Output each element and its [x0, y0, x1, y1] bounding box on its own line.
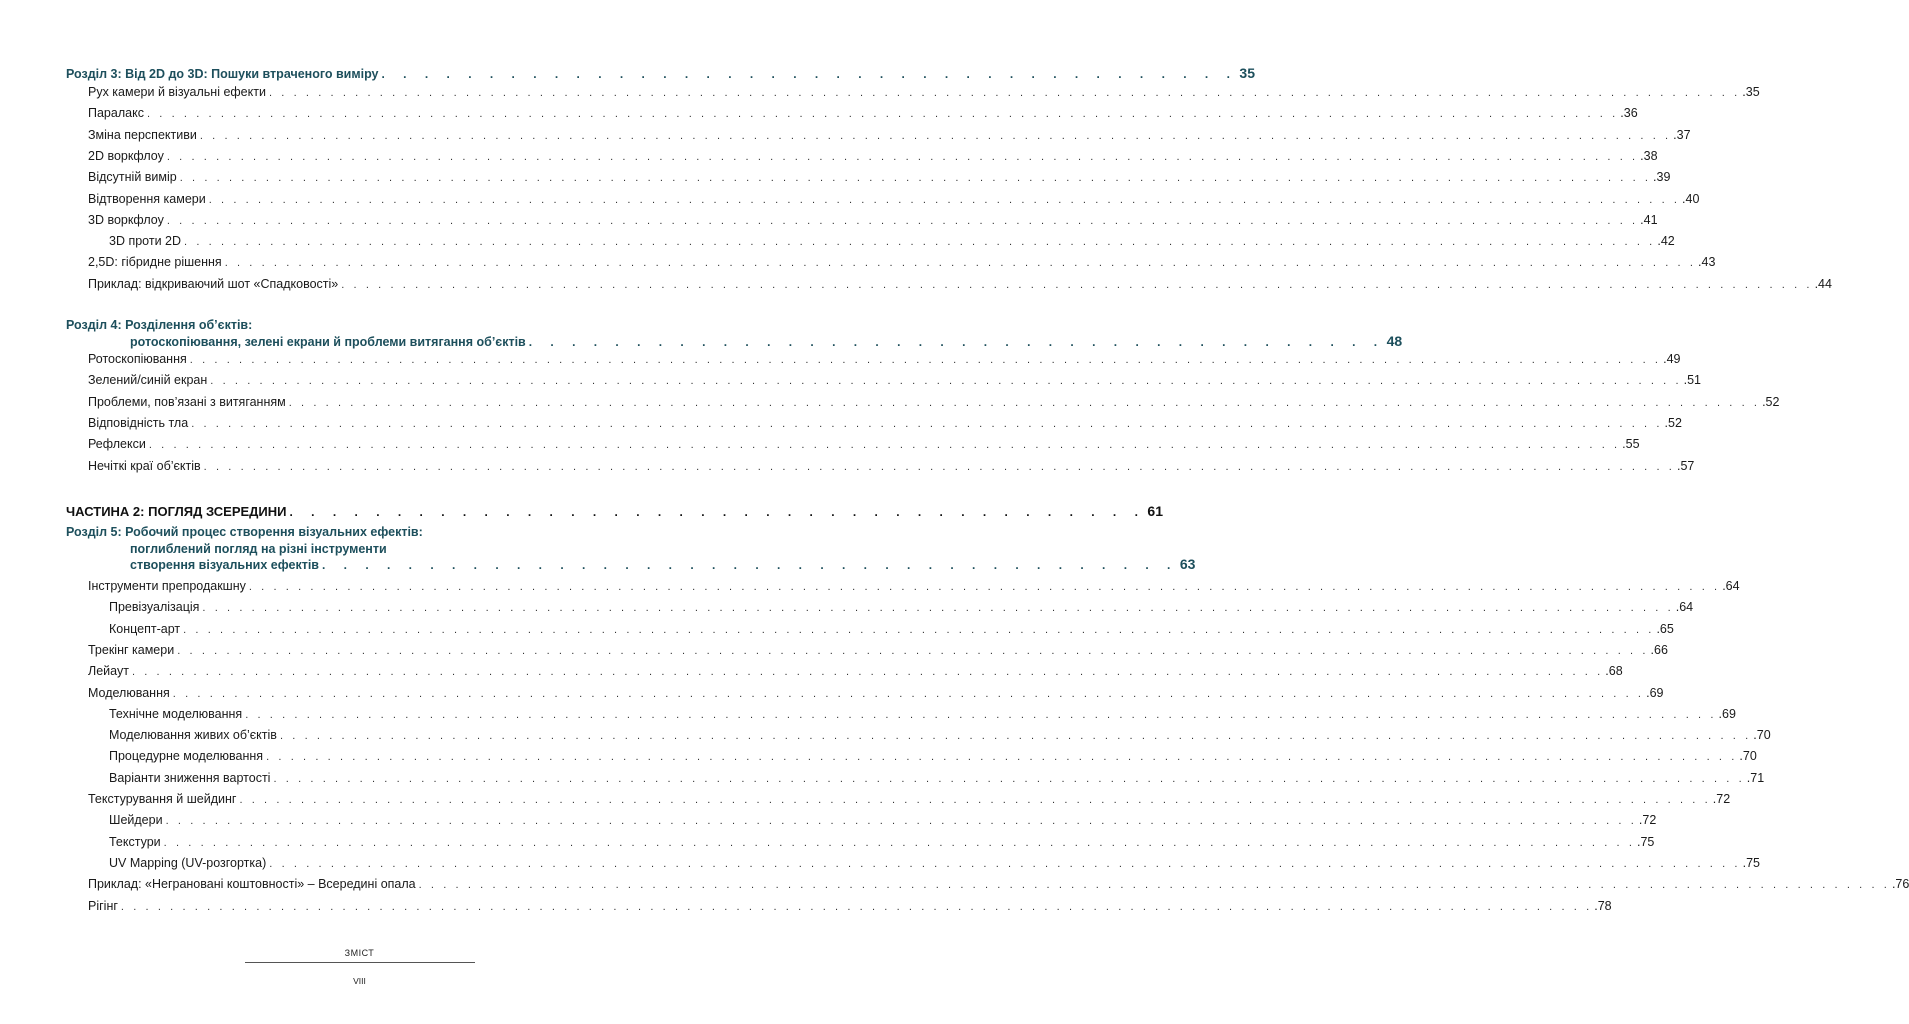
dot-leader: . . . . . . . . . . . . . . . . . . . . . . . . . . . . . . . . . . . . . . . . . . . . . . . . . . . . . . . . . . . . . . . . . . . . . . . . . . . . . . . . . . . . . . . . . . . . . . . . . . . . . . . . . . . . . . . . . . . . . . . .: [245, 708, 1717, 721]
page-number: 61: [1147, 503, 1163, 519]
page-number: .35: [1742, 85, 1760, 99]
page-number: .69: [1718, 706, 1736, 721]
dot-leader: . . . . . . . . . . . . . . . . . . . . . . . . . . . . . . . . . . . . . . . . . . . . . . . . . . . . . . . . . . . . . . . . . . . . . . . . . . . . . . . . . . . . . . . . . . . . . . . . . . . . . . . . . . . . . . . . . . . . . . . .: [224, 257, 1697, 270]
dot-leader: . . . . . . . . . . . . . . . . . . . . . . . . . . . . . . . . . . . . . . . . . . . . . . . . . . . . . . . . . . . . . . . . . . . . . . . . . . . . . . . . . . . . . . . . . . . . . . . . . . . . . . . . . . . . . . . . . . . . . . . .: [341, 278, 1813, 291]
entry-title: Трекінг камери: [88, 642, 175, 657]
toc-entry[interactable]: [0, 230, 1675, 252]
toc-entry[interactable]: [0, 831, 1655, 853]
dot-leader: . . . . . . . . . . . . . . . . . . . . . . . . . . . . . . . . . . . . . . . . . . . . . . . . . . . . . . . . . . . . . . . . . . . . . . . . . . . . . . . . . . . . . . . . . . . . . . . . . . . . . . . . . . . . . . . . . . . . . . . .: [248, 581, 1721, 593]
page-number: .72: [1712, 792, 1731, 806]
entry-title: Зелений/синій екран: [88, 373, 208, 388]
page-number: 35: [1239, 65, 1255, 81]
page-number: .70: [1753, 728, 1771, 743]
entry-title: Превізуалізація: [109, 600, 200, 615]
toc-entry[interactable]: [0, 145, 1658, 167]
dot-leader: . . . . . . . . . . . . . . . . . . . . . . . . . . . . . . . . . . . . . . . . . . . . . . . . . . . . . . . . . . . . . . . . . . . . . . . . . . . . . . . . . . . . . . . . . . . . . . . . . . . . . . . . . . . . . . . . . . . . . . . .: [268, 87, 1741, 99]
chapter-5-title-line1[interactable]: Розділ 5: Робочий процес створення візуальних ефектів:: [66, 525, 423, 539]
dot-leader: . . . . . . . . . . . . . . . . . . . . . . . . . . . . . . . . . . . . . . . . . . . . . . . . . . . . . . . . . . . . . . . . . . . . . . . . . . . . . . . . . . . . . . . . . . . . . . . . . . . . . . . . . . . . . . . . . . . . . . . .: [163, 836, 1635, 849]
toc-entry[interactable]: [0, 81, 1760, 103]
dot-leader: . . . . . . . . . . . . . . . . . . . . . . . . . . . . . . . . . . . . . . . . . . . . . . . . . . . . . . . . . . . . . . . . . . . . . . . . . . . . . . . . . . . . . . . . . . . . . . . . . . . . . . . . . . . . . . . . . . . . . . . .: [165, 815, 1637, 828]
dot-leader: . . . . . . . . . . . . . . . . . . . . . . . . . . . . . . . . . . . . . . . . . . . . . . . . . . . . . . . . . . . . . . . . . . . . . . . . . . . . . . . . . . . . . . . . . . . . . . . . . . . . . . . . . . . . . . . . . . . . . . . .: [266, 751, 1738, 764]
page-number: .72: [1638, 813, 1657, 828]
page-number: .39: [1653, 170, 1671, 185]
entry-title: Варіанти зниження вартості: [109, 770, 271, 785]
dot-leader: . . . . . . . . . . . . . . . . . . . . . . . . . . . . . . . . . . . . . . . . . . . . . . . . . . . . . . . . . . . . . . . . . . . . . . . . . . . . . . . . . . . . . . . . . . . . . . . . . . . . . . . . . . . . . . . . . . . . . . . .: [189, 354, 1662, 366]
dot-leader: . . . . . . . . . . . . . . . . . . . . . . . . . . . . . . . . . . . . . . . . . . . . . . . . . . . . . . . . . . . . . . . . . . . . . . . . . . . . . . . . . . . . . . . . . . . . . . . . . . . . . . . . . . . . . . . . . . . . . . . .: [172, 687, 1645, 700]
entry-title: Рігінг: [88, 898, 118, 913]
dot-leader: . . . . . . . . . . . . . . . . . . . . . . . . . . . . . . . . . . . . . . . . . . . . . . . . . . . . . . . . . . . . . . . . . . . . . . . . . . . . . . . . . . . . . . . . . . . . . . . . . . . . . . . . . . . . . . . . . . . . . . . .: [269, 857, 1741, 870]
dot-leader: . . . . . . . . . . . . . . . . . . . . . . . . . . . . . . . . . . . . . . . . . . . . . . . . . . . . . . . . . . . . . . . . . . . . . . . . . . . . . . . . . . . . . . . . . . . . . . . . . . . . . . . . . . . . . . . . . . . . . . . .: [203, 460, 1675, 473]
page-number: .44: [1814, 276, 1832, 291]
entry-title: Лейаут: [88, 664, 129, 679]
entry-title: Приклад: відкриваючий шот «Спадковості»: [88, 276, 339, 291]
dot-leader: . . . . . . . . . . . . . . . . . . . . . . . . . . . . . . . . . . . . . . . . . . . . . . . . . . . . . . . . . . . . . . . . . . . . . . . . . . . . . . . . . . . . . . . . . . . . . . . . . . . . . . . . . . . . . . . . . . . . . . . .: [179, 172, 1652, 185]
toc-entry[interactable]: [0, 433, 1640, 455]
toc-entry[interactable]: [0, 251, 1716, 273]
page-number: .52: [1664, 415, 1682, 430]
entry-title: Інструменти препродакшну: [88, 579, 246, 593]
toc-entry[interactable]: [0, 682, 1664, 704]
chapter-title-line3: створення візуальних ефектів: [130, 558, 319, 572]
dot-leader: . . . . . . . . . . . . . . . . . . . . . . . . . . . . . . . . . . . . . . . .: [289, 505, 1146, 519]
chapter-5-title-line2[interactable]: поглиблений погляд на різні інструменти: [130, 542, 387, 556]
dot-leader: . . . . . . . . . . . . . . . . . . . . . . . . . . . . . . . . . . . . . . . . . . . . . . . . . . . . . . . . . . . . . . . . . . . . . . . . . . . . . . . . . . . . . . . . . . . . . . . . . . . . . . . . . . . . . . . . . . . . . . . .: [146, 108, 1619, 121]
chapter-4-title-line1[interactable]: Розділ 4: Розділення об’єктів:: [66, 318, 253, 332]
page-number: .64: [1675, 600, 1694, 615]
page-number: .49: [1663, 352, 1681, 366]
page-number: .70: [1739, 749, 1757, 764]
entry-title: 2,5D: гібридне рішення: [88, 255, 222, 270]
page-number: .57: [1676, 458, 1695, 473]
toc-entry[interactable]: [0, 124, 1691, 146]
footer-page-number: VIII: [353, 976, 366, 986]
toc-entry[interactable]: [0, 852, 1760, 874]
entry-title: Шейдери: [109, 813, 163, 828]
footer-divider: [245, 962, 475, 963]
dot-leader: . . . . . . . . . . . . . . . . . . . . . . . . . . . . . . . . . . . . . . . . . . . . . . . . . . . . . . . . . . . . . . . . . . . . . . . . . . . . . . . . . . . . . . . . . . . . . . . . . . . . . . . . . . . . . . . . . . . . . . . .: [239, 794, 1711, 806]
entry-title: Концепт-арт: [109, 621, 181, 636]
entry-title: Приклад: «Неграновані коштовності» – Всередині опала: [88, 877, 416, 892]
entry-title: Процедурне моделювання: [109, 749, 264, 764]
chapter-title: Розділ 3: Від 2D до 3D: Пошуки втраченого виміру: [66, 67, 379, 81]
entry-title: Рефлекси: [88, 437, 146, 452]
toc-entry[interactable]: [0, 455, 1695, 477]
chapter-title-line2: ротоскопіювання, зелені екрани й проблеми витягання об’єктів: [130, 335, 526, 349]
page-number: 63: [1179, 556, 1196, 572]
footer-title: ЗМІСТ: [344, 948, 375, 958]
toc-entry[interactable]: [0, 166, 1671, 188]
entry-title: Текстури: [109, 834, 161, 849]
dot-leader: . . . . . . . . . . . . . . . . . . . . . . . . . . . . . . . . . . . . . . . . . . . . . . . . . . . . . . . . . . . . . . . . . . . . . . . . . . . . . . . . . . . . . . . . . . . . . . . . . . . . . . . . . . . . . . . . . . . . . . . .: [120, 900, 1593, 913]
entry-title: Рух камери й візуальні ефекти: [88, 85, 266, 99]
entry-title: Технічне моделювання: [109, 706, 243, 721]
dot-leader: . . . . . . . . . . . . . . . . . . . . . . . . . . . . . . . . . . . . . . . .: [321, 558, 1178, 572]
dot-leader: . . . . . . . . . . . . . . . . . . . . . . . . . . . . . . . . . . . . . . . . . . . . . . . . . . . . . . . . . . . . . . . . . . . . . . . . . . . . . . . . . . . . . . . . . . . . . . . . . . . . . . . . . . . . . . . . . . . . . . . .: [210, 375, 1682, 388]
dot-leader: . . . . . . . . . . . . . . . . . . . . . . . . . . . . . . . . . . . . . . . . . . . . . . . . . . . . . . . . . . . . . . . . . . . . . . . . . . . . . . . . . . . . . . . . . . . . . . . . . . . . . . . . . . . . . . . . . . . . . . . .: [202, 602, 1674, 615]
page-number: .69: [1646, 685, 1664, 700]
dot-leader: . . . . . . . . . . . . . . . . . . . . . . . . . . . . . . . . . . . . . . . . . . . . . . . . . . . . . . . . . . . . . . . . . . . . . . . . . . . . . . . . . . . . . . . . . . . . . . . . . . . . . . . . . . . . . . . . . . . . . . . .: [177, 644, 1649, 657]
toc-entry[interactable]: [0, 102, 1638, 124]
page-number: .52: [1762, 394, 1780, 409]
entry-title: Відтворення камери: [88, 191, 206, 206]
dot-leader: . . . . . . . . . . . . . . . . . . . . . . . . . . . . . . . . . . . . . . . . . . . . . . . . . . . . . . . . . . . . . . . . . . . . . . . . . . . . . . . . . . . . . . . . . . . . . . . . . . . . . . . . . . . . . . . . . . . . . . . .: [131, 666, 1604, 679]
dot-leader: . . . . . . . . . . . . . . . . . . . . . . . . . . . . . . . . . . . . . . . . . . . . . . . . . . . . . . . . . . . . . . . . . . . . . . . . . . . . . . . . . . . . . . . . . . . . . . . . . . . . . . . . . . . . . . . . . . . . . . . .: [148, 439, 1621, 452]
dot-leader: . . . . . . . . . . . . . . . . . . . . . . . . . . . . . . . . . . . . . . . . . . . . . . . . . . . . . . . . . . . . . . . . . . . . . . . . . . . . . . . . . . . . . . . . . . . . . . . . . . . . . . . . . . . . . . . . . . . . . . . .: [166, 150, 1639, 163]
toc-entry[interactable]: [0, 788, 1731, 810]
toc-entry[interactable]: [0, 596, 1694, 618]
page-number: .51: [1683, 373, 1701, 388]
entry-title: Відповідність тла: [88, 415, 189, 430]
entry-title: Зміна перспективи: [88, 127, 197, 142]
entry-title: Нечіткі краї об’єктів: [88, 458, 201, 473]
entry-title: Відсутній вимір: [88, 170, 177, 185]
toc-entry[interactable]: [0, 724, 1771, 746]
dot-leader: . . . . . . . . . . . . . . . . . . . . . . . . . . . . . . . . . . . . . . . . . . . . . . . . . . . . . . . . . . . . . . . . . . . . . . . . . . . . . . . . . . . . . . . . . . . . . . . . . . . . . . . . . . . . . . . . . . . . . . . .: [184, 236, 1656, 249]
page-number: .65: [1656, 621, 1674, 636]
dot-leader: . . . . . . . . . . . . . . . . . . . . . . . . . . . . . . . . . . . . . . . . . . . . . . . . . . . . . . . . . . . . . . . . . . . . . . . . . . . . . . . . . . . . . . . . . . . . . . . . . . . . . . . . . . . . . . . . . . . . . . . .: [418, 879, 1890, 892]
toc-entry[interactable]: [0, 348, 1681, 370]
page-number: 48: [1386, 333, 1403, 349]
page-number: .75: [1636, 834, 1655, 849]
entry-title: UV Mapping (UV-розгортка): [109, 855, 267, 870]
toc-entry[interactable]: [0, 391, 1780, 413]
toc-entry[interactable]: [0, 745, 1757, 767]
toc-entry[interactable]: [0, 618, 1674, 640]
toc-entry[interactable]: [0, 660, 1623, 682]
page-number: .71: [1746, 770, 1765, 785]
page-number: .37: [1673, 127, 1691, 142]
page-number: .43: [1698, 255, 1716, 270]
toc-entry[interactable]: [0, 639, 1668, 661]
toc-entry[interactable]: [0, 273, 1832, 295]
toc-entry[interactable]: [0, 895, 1612, 917]
entry-title: Моделювання: [88, 685, 170, 700]
entry-title: Моделювання живих об’єктів: [109, 728, 277, 743]
dot-leader: . . . . . . . . . . . . . . . . . . . . . . . . . . . . . . . . . . . . . . . .: [381, 67, 1238, 81]
dot-leader: . . . . . . . . . . . . . . . . . . . . . . . . . . . . . . . . . . . . . . . . . . . . . . . . . . . . . . . . . . . . . . . . . . . . . . . . . . . . . . . . . . . . . . . . . . . . . . . . . . . . . . . . . . . . . . . . . . . . . . . .: [166, 214, 1639, 227]
entry-title: Текстурування й шейдинг: [88, 792, 237, 806]
dot-leader: . . . . . . . . . . . . . . . . . . . . . . . . . . . . . . . . . . . . . . . . . . . . . . . . . . . . . . . . . . . . . . . . . . . . . . . . . . . . . . . . . . . . . . . . . . . . . . . . . . . . . . . . . . . . . . . . . . . . . . . .: [279, 730, 1752, 743]
part-2-heading[interactable]: [0, 500, 1163, 522]
toc-entry[interactable]: [0, 412, 1682, 434]
dot-leader: . . . . . . . . . . . . . . . . . . . . . . . . . . . . . . . . . . . . . . . .: [528, 335, 1385, 349]
page-number: .41: [1640, 212, 1658, 227]
page-number: .75: [1742, 855, 1760, 870]
toc-entry[interactable]: [0, 703, 1736, 725]
page-number: .38: [1640, 148, 1658, 163]
page-number: .68: [1605, 664, 1623, 679]
toc-entry[interactable]: [0, 209, 1658, 231]
page-number: .42: [1657, 234, 1675, 249]
dot-leader: . . . . . . . . . . . . . . . . . . . . . . . . . . . . . . . . . . . . . . . . . . . . . . . . . . . . . . . . . . . . . . . . . . . . . . . . . . . . . . . . . . . . . . . . . . . . . . . . . . . . . . . . . . . . . . . . . . . . . . . .: [288, 396, 1761, 409]
entry-title: 2D воркфлоу: [88, 148, 164, 163]
page-number: .64: [1722, 579, 1740, 593]
page-number: .66: [1650, 642, 1668, 657]
page-number: .76: [1891, 877, 1909, 892]
toc-entry[interactable]: [0, 369, 1701, 391]
entry-title: 3D проти 2D: [109, 234, 182, 249]
toc-entry[interactable]: [0, 767, 1765, 789]
page-number: .36: [1620, 106, 1638, 121]
dot-leader: . . . . . . . . . . . . . . . . . . . . . . . . . . . . . . . . . . . . . . . . . . . . . . . . . . . . . . . . . . . . . . . . . . . . . . . . . . . . . . . . . . . . . . . . . . . . . . . . . . . . . . . . . . . . . . . . . . . . . . . .: [199, 129, 1672, 142]
page-number: .40: [1682, 191, 1700, 206]
toc-entry[interactable]: [0, 575, 1740, 597]
dot-leader: . . . . . . . . . . . . . . . . . . . . . . . . . . . . . . . . . . . . . . . . . . . . . . . . . . . . . . . . . . . . . . . . . . . . . . . . . . . . . . . . . . . . . . . . . . . . . . . . . . . . . . . . . . . . . . . . . . . . . . . .: [183, 623, 1655, 636]
dot-leader: . . . . . . . . . . . . . . . . . . . . . . . . . . . . . . . . . . . . . . . . . . . . . . . . . . . . . . . . . . . . . . . . . . . . . . . . . . . . . . . . . . . . . . . . . . . . . . . . . . . . . . . . . . . . . . . . . . . . . . . .: [208, 193, 1681, 206]
entry-title: Ротоскопіювання: [88, 352, 187, 366]
dot-leader: . . . . . . . . . . . . . . . . . . . . . . . . . . . . . . . . . . . . . . . . . . . . . . . . . . . . . . . . . . . . . . . . . . . . . . . . . . . . . . . . . . . . . . . . . . . . . . . . . . . . . . . . . . . . . . . . . . . . . . . .: [191, 417, 1663, 430]
page-number: .55: [1622, 437, 1640, 452]
page-number: .78: [1594, 898, 1612, 913]
toc-entry[interactable]: [0, 188, 1700, 210]
entry-title: 3D воркфлоу: [88, 212, 164, 227]
dot-leader: . . . . . . . . . . . . . . . . . . . . . . . . . . . . . . . . . . . . . . . . . . . . . . . . . . . . . . . . . . . . . . . . . . . . . . . . . . . . . . . . . . . . . . . . . . . . . . . . . . . . . . . . . . . . . . . . . . . . . . . .: [273, 772, 1745, 785]
toc-entry[interactable]: [0, 809, 1657, 831]
part-title: ЧАСТИНА 2: ПОГЛЯД ЗСЕРЕДИНИ: [66, 504, 287, 519]
entry-title: Проблеми, пов’язані з витяганням: [88, 394, 286, 409]
entry-title: Паралакс: [88, 106, 144, 121]
toc-entry[interactable]: [0, 873, 1909, 895]
chapter-5-heading[interactable]: [0, 553, 1196, 575]
